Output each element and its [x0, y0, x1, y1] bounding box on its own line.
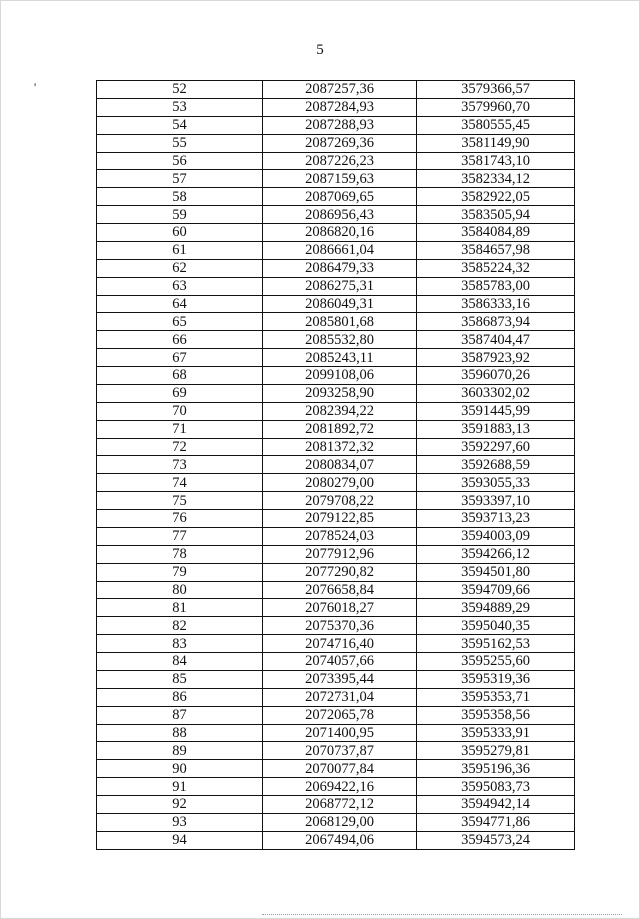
- table-row: [97, 420, 575, 438]
- coordinates-table-body: [97, 81, 575, 850]
- x-coordinate-cell: 2070077,84: [263, 760, 417, 778]
- x-coordinate-cell: 2086956,43: [263, 206, 417, 224]
- y-coordinate-cell: 3594266,12: [417, 545, 575, 563]
- table-row: [97, 81, 575, 99]
- point-number-cell: 55: [97, 134, 263, 152]
- y-coordinate-cell: 3595255,60: [417, 653, 575, 671]
- y-coordinate-cell: 3595353,71: [417, 688, 575, 706]
- x-coordinate-cell: 2085243,11: [263, 349, 417, 367]
- x-coordinate-cell: 2071400,95: [263, 724, 417, 742]
- table-row: [97, 510, 575, 528]
- point-number-cell: 94: [97, 831, 263, 849]
- table-row: [97, 760, 575, 778]
- point-number-cell: 88: [97, 724, 263, 742]
- y-coordinate-cell: 3580555,45: [417, 116, 575, 134]
- point-number-cell: 53: [97, 98, 263, 116]
- table-row: [97, 599, 575, 617]
- table-row: [97, 152, 575, 170]
- x-coordinate-cell: 2086820,16: [263, 224, 417, 242]
- x-coordinate-cell: 2073395,44: [263, 670, 417, 688]
- point-number-cell: 80: [97, 581, 263, 599]
- point-number-cell: 76: [97, 510, 263, 528]
- table-row: [97, 98, 575, 116]
- point-number-cell: 52: [97, 81, 263, 99]
- table-row: [97, 831, 575, 849]
- x-coordinate-cell: 2085801,68: [263, 313, 417, 331]
- table-row: [97, 813, 575, 831]
- x-coordinate-cell: 2099108,06: [263, 367, 417, 385]
- y-coordinate-cell: 3591883,13: [417, 420, 575, 438]
- table-row: [97, 313, 575, 331]
- y-coordinate-cell: 3584657,98: [417, 241, 575, 259]
- table-row: [97, 581, 575, 599]
- point-number-cell: 58: [97, 188, 263, 206]
- x-coordinate-cell: 2087257,36: [263, 81, 417, 99]
- x-coordinate-cell: 2080834,07: [263, 456, 417, 474]
- y-coordinate-cell: 3581149,90: [417, 134, 575, 152]
- table-row: [97, 402, 575, 420]
- y-coordinate-cell: 3585224,32: [417, 259, 575, 277]
- y-coordinate-cell: 3579960,70: [417, 98, 575, 116]
- y-coordinate-cell: 3584084,89: [417, 224, 575, 242]
- x-coordinate-cell: 2069422,16: [263, 778, 417, 796]
- point-number-cell: 72: [97, 438, 263, 456]
- x-coordinate-cell: 2075370,36: [263, 617, 417, 635]
- x-coordinate-cell: 2087226,23: [263, 152, 417, 170]
- x-coordinate-cell: 2078524,03: [263, 527, 417, 545]
- y-coordinate-cell: 3593055,33: [417, 474, 575, 492]
- table-row: [97, 277, 575, 295]
- point-number-cell: 70: [97, 402, 263, 420]
- table-row: [97, 635, 575, 653]
- y-coordinate-cell: 3582922,05: [417, 188, 575, 206]
- y-coordinate-cell: 3594501,80: [417, 563, 575, 581]
- table-row: [97, 170, 575, 188]
- x-coordinate-cell: 2076658,84: [263, 581, 417, 599]
- point-number-cell: 68: [97, 367, 263, 385]
- point-number-cell: 79: [97, 563, 263, 581]
- point-number-cell: 81: [97, 599, 263, 617]
- x-coordinate-cell: 2087288,93: [263, 116, 417, 134]
- bottom-rule: [262, 914, 622, 915]
- x-coordinate-cell: 2086479,33: [263, 259, 417, 277]
- x-coordinate-cell: 2086049,31: [263, 295, 417, 313]
- y-coordinate-cell: 3587923,92: [417, 349, 575, 367]
- y-coordinate-cell: 3583505,94: [417, 206, 575, 224]
- point-number-cell: 85: [97, 670, 263, 688]
- table-row: [97, 617, 575, 635]
- y-coordinate-cell: 3593713,23: [417, 510, 575, 528]
- x-coordinate-cell: 2068129,00: [263, 813, 417, 831]
- table-row: [97, 456, 575, 474]
- table-row: [97, 688, 575, 706]
- point-number-cell: 60: [97, 224, 263, 242]
- point-number-cell: 71: [97, 420, 263, 438]
- point-number-cell: 54: [97, 116, 263, 134]
- table-row: [97, 474, 575, 492]
- table-row: [97, 545, 575, 563]
- table-row: [97, 724, 575, 742]
- y-coordinate-cell: 3586333,16: [417, 295, 575, 313]
- point-number-cell: 90: [97, 760, 263, 778]
- table-row: [97, 367, 575, 385]
- table-row: [97, 134, 575, 152]
- point-number-cell: 74: [97, 474, 263, 492]
- table-row: [97, 492, 575, 510]
- y-coordinate-cell: 3595040,35: [417, 617, 575, 635]
- x-coordinate-cell: 2067494,06: [263, 831, 417, 849]
- x-coordinate-cell: 2087069,65: [263, 188, 417, 206]
- x-coordinate-cell: 2087159,63: [263, 170, 417, 188]
- point-number-cell: 77: [97, 527, 263, 545]
- point-number-cell: 75: [97, 492, 263, 510]
- table-row: [97, 563, 575, 581]
- point-number-cell: 57: [97, 170, 263, 188]
- x-coordinate-cell: 2074716,40: [263, 635, 417, 653]
- x-coordinate-cell: 2072731,04: [263, 688, 417, 706]
- page-number: 5: [316, 42, 324, 58]
- table-row: [97, 670, 575, 688]
- point-number-cell: 92: [97, 796, 263, 814]
- y-coordinate-cell: 3585783,00: [417, 277, 575, 295]
- point-number-cell: 63: [97, 277, 263, 295]
- table-row: [97, 653, 575, 671]
- x-coordinate-cell: 2080279,00: [263, 474, 417, 492]
- table-row: [97, 259, 575, 277]
- x-coordinate-cell: 2076018,27: [263, 599, 417, 617]
- y-coordinate-cell: 3581743,10: [417, 152, 575, 170]
- y-coordinate-cell: 3595162,53: [417, 635, 575, 653]
- point-number-cell: 62: [97, 259, 263, 277]
- point-number-cell: 66: [97, 331, 263, 349]
- x-coordinate-cell: 2068772,12: [263, 796, 417, 814]
- point-number-cell: 69: [97, 384, 263, 402]
- y-coordinate-cell: 3595319,36: [417, 670, 575, 688]
- x-coordinate-cell: 2085532,80: [263, 331, 417, 349]
- table-row: [97, 349, 575, 367]
- x-coordinate-cell: 2081372,32: [263, 438, 417, 456]
- point-number-cell: 73: [97, 456, 263, 474]
- x-coordinate-cell: 2074057,66: [263, 653, 417, 671]
- x-coordinate-cell: 2093258,90: [263, 384, 417, 402]
- point-number-cell: 91: [97, 778, 263, 796]
- table-row: [97, 224, 575, 242]
- table-row: [97, 527, 575, 545]
- y-coordinate-cell: 3603302,02: [417, 384, 575, 402]
- point-number-cell: 93: [97, 813, 263, 831]
- table-row: [97, 778, 575, 796]
- point-number-cell: 84: [97, 653, 263, 671]
- y-coordinate-cell: 3592688,59: [417, 456, 575, 474]
- y-coordinate-cell: 3594942,14: [417, 796, 575, 814]
- y-coordinate-cell: 3595358,56: [417, 706, 575, 724]
- x-coordinate-cell: 2079708,22: [263, 492, 417, 510]
- coordinates-table: [96, 80, 575, 850]
- table-row: [97, 188, 575, 206]
- y-coordinate-cell: 3596070,26: [417, 367, 575, 385]
- point-number-cell: 65: [97, 313, 263, 331]
- x-coordinate-cell: 2072065,78: [263, 706, 417, 724]
- table-row: [97, 438, 575, 456]
- point-number-cell: 61: [97, 241, 263, 259]
- point-number-cell: 82: [97, 617, 263, 635]
- point-number-cell: 86: [97, 688, 263, 706]
- x-coordinate-cell: 2086661,04: [263, 241, 417, 259]
- y-coordinate-cell: 3587404,47: [417, 331, 575, 349]
- x-coordinate-cell: 2082394,22: [263, 402, 417, 420]
- x-coordinate-cell: 2087284,93: [263, 98, 417, 116]
- table-row: [97, 241, 575, 259]
- y-coordinate-cell: 3592297,60: [417, 438, 575, 456]
- table-row: [97, 706, 575, 724]
- y-coordinate-cell: 3591445,99: [417, 402, 575, 420]
- table-row: [97, 331, 575, 349]
- table-row: [97, 116, 575, 134]
- table-row: [97, 206, 575, 224]
- y-coordinate-cell: 3594003,09: [417, 527, 575, 545]
- x-coordinate-cell: 2081892,72: [263, 420, 417, 438]
- point-number-cell: 59: [97, 206, 263, 224]
- y-coordinate-cell: 3586873,94: [417, 313, 575, 331]
- y-coordinate-cell: 3582334,12: [417, 170, 575, 188]
- y-coordinate-cell: 3579366,57: [417, 81, 575, 99]
- point-number-cell: 89: [97, 742, 263, 760]
- y-coordinate-cell: 3594889,29: [417, 599, 575, 617]
- x-coordinate-cell: 2077912,96: [263, 545, 417, 563]
- x-coordinate-cell: 2079122,85: [263, 510, 417, 528]
- table-row: [97, 742, 575, 760]
- table-row: [97, 796, 575, 814]
- y-coordinate-cell: 3594771,86: [417, 813, 575, 831]
- margin-mark: ': [34, 80, 37, 94]
- point-number-cell: 56: [97, 152, 263, 170]
- point-number-cell: 83: [97, 635, 263, 653]
- table-row: [97, 384, 575, 402]
- point-number-cell: 67: [97, 349, 263, 367]
- table-row: [97, 295, 575, 313]
- point-number-cell: 87: [97, 706, 263, 724]
- point-number-cell: 78: [97, 545, 263, 563]
- y-coordinate-cell: 3595196,36: [417, 760, 575, 778]
- y-coordinate-cell: 3595333,91: [417, 724, 575, 742]
- y-coordinate-cell: 3593397,10: [417, 492, 575, 510]
- x-coordinate-cell: 2070737,87: [263, 742, 417, 760]
- x-coordinate-cell: 2087269,36: [263, 134, 417, 152]
- y-coordinate-cell: 3595083,73: [417, 778, 575, 796]
- y-coordinate-cell: 3594573,24: [417, 831, 575, 849]
- x-coordinate-cell: 2077290,82: [263, 563, 417, 581]
- point-number-cell: 64: [97, 295, 263, 313]
- x-coordinate-cell: 2086275,31: [263, 277, 417, 295]
- y-coordinate-cell: 3594709,66: [417, 581, 575, 599]
- y-coordinate-cell: 3595279,81: [417, 742, 575, 760]
